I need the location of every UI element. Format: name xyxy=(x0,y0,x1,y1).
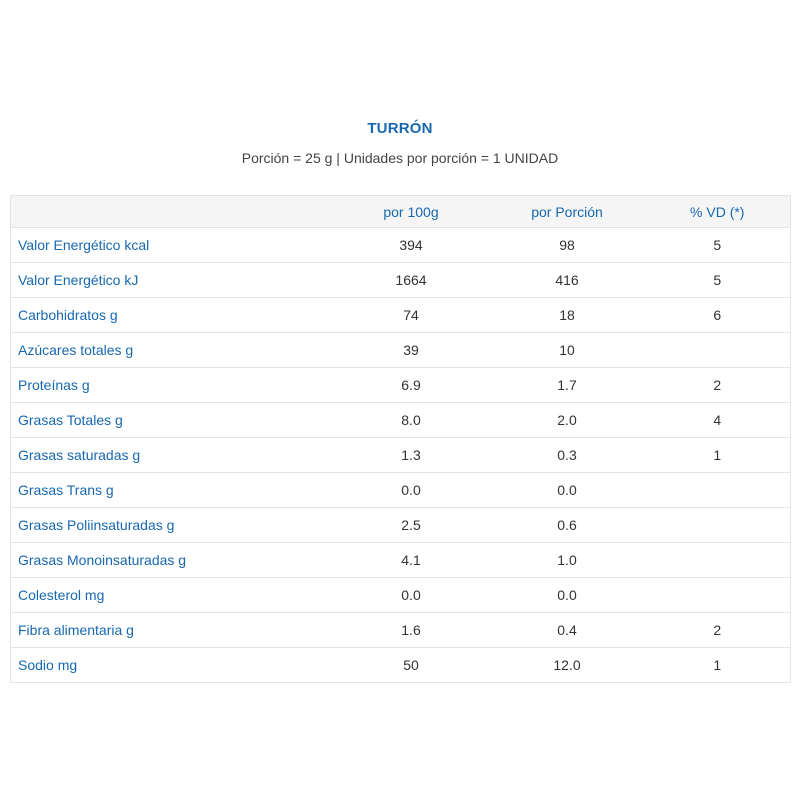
table-row xyxy=(11,473,791,508)
value-vd: 4 xyxy=(645,403,791,438)
value-vd: 1 xyxy=(645,438,791,473)
value-per-100g: 0.0 xyxy=(333,473,490,508)
value-vd xyxy=(645,333,791,368)
value-per-100g: 394 xyxy=(333,228,490,263)
value-per-portion: 10 xyxy=(490,333,645,368)
nutrient-name: Grasas saturadas g xyxy=(11,438,333,473)
value-vd: 5 xyxy=(645,263,791,298)
value-per-100g: 1664 xyxy=(333,263,490,298)
value-per-100g: 1.6 xyxy=(333,613,490,648)
table-row xyxy=(11,438,791,473)
header-nutrient xyxy=(11,196,333,228)
value-per-100g: 1.3 xyxy=(333,438,490,473)
value-vd xyxy=(645,543,791,578)
portion-subtitle: Porción = 25 g | Unidades por porción = 1 UNIDAD xyxy=(241,150,559,166)
value-per-portion: 1.0 xyxy=(490,543,645,578)
nutrient-name: Grasas Poliinsaturadas g xyxy=(11,508,333,543)
value-per-portion: 98 xyxy=(490,228,645,263)
value-per-portion: 12.0 xyxy=(490,648,645,683)
table-row xyxy=(11,613,791,648)
value-vd: 6 xyxy=(645,298,791,333)
nutrient-name: Grasas Totales g xyxy=(11,403,333,438)
header-per-100g: por 100g xyxy=(333,196,490,228)
nutrient-name: Valor Energético kcal xyxy=(11,228,333,263)
value-per-portion: 0.3 xyxy=(490,438,645,473)
table-row xyxy=(11,228,791,263)
nutrient-name: Fibra alimentaria g xyxy=(11,613,333,648)
table-row xyxy=(11,543,791,578)
page-title: TURRÓN xyxy=(367,120,433,137)
nutrient-name: Grasas Trans g xyxy=(11,473,333,508)
value-per-100g: 6.9 xyxy=(333,368,490,403)
value-vd: 5 xyxy=(645,228,791,263)
value-per-100g: 8.0 xyxy=(333,403,490,438)
value-vd: 2 xyxy=(645,368,791,403)
nutrient-name: Proteínas g xyxy=(11,368,333,403)
nutrient-name: Sodio mg xyxy=(11,648,333,683)
table-row xyxy=(11,648,791,683)
nutrition-table xyxy=(10,195,791,683)
value-vd xyxy=(645,473,791,508)
value-per-portion: 416 xyxy=(490,263,645,298)
value-per-portion: 18 xyxy=(490,298,645,333)
value-per-portion: 0.0 xyxy=(490,578,645,613)
value-per-100g: 2.5 xyxy=(333,508,490,543)
value-per-portion: 0.0 xyxy=(490,473,645,508)
value-vd: 2 xyxy=(645,613,791,648)
value-vd: 1 xyxy=(645,648,791,683)
table-row xyxy=(11,508,791,543)
table-row xyxy=(11,298,791,333)
nutrient-name: Grasas Monoinsaturadas g xyxy=(11,543,333,578)
table-row xyxy=(11,263,791,298)
nutrient-name: Valor Energético kJ xyxy=(11,263,333,298)
header-vd: % VD (*) xyxy=(645,196,791,228)
value-per-100g: 50 xyxy=(333,648,490,683)
value-per-100g: 74 xyxy=(333,298,490,333)
value-per-portion: 0.4 xyxy=(490,613,645,648)
value-per-portion: 0.6 xyxy=(490,508,645,543)
nutrient-name: Carbohidratos g xyxy=(11,298,333,333)
table-row xyxy=(11,403,791,438)
table-header-row xyxy=(11,196,791,228)
table-row xyxy=(11,578,791,613)
value-per-100g: 4.1 xyxy=(333,543,490,578)
value-per-100g: 0.0 xyxy=(333,578,490,613)
table-row xyxy=(11,368,791,403)
value-per-portion: 1.7 xyxy=(490,368,645,403)
value-vd xyxy=(645,578,791,613)
value-vd xyxy=(645,508,791,543)
nutrient-name: Azúcares totales g xyxy=(11,333,333,368)
table-row xyxy=(11,333,791,368)
value-per-100g: 39 xyxy=(333,333,490,368)
value-per-portion: 2.0 xyxy=(490,403,645,438)
header-per-portion: por Porción xyxy=(490,196,645,228)
nutrient-name: Colesterol mg xyxy=(11,578,333,613)
